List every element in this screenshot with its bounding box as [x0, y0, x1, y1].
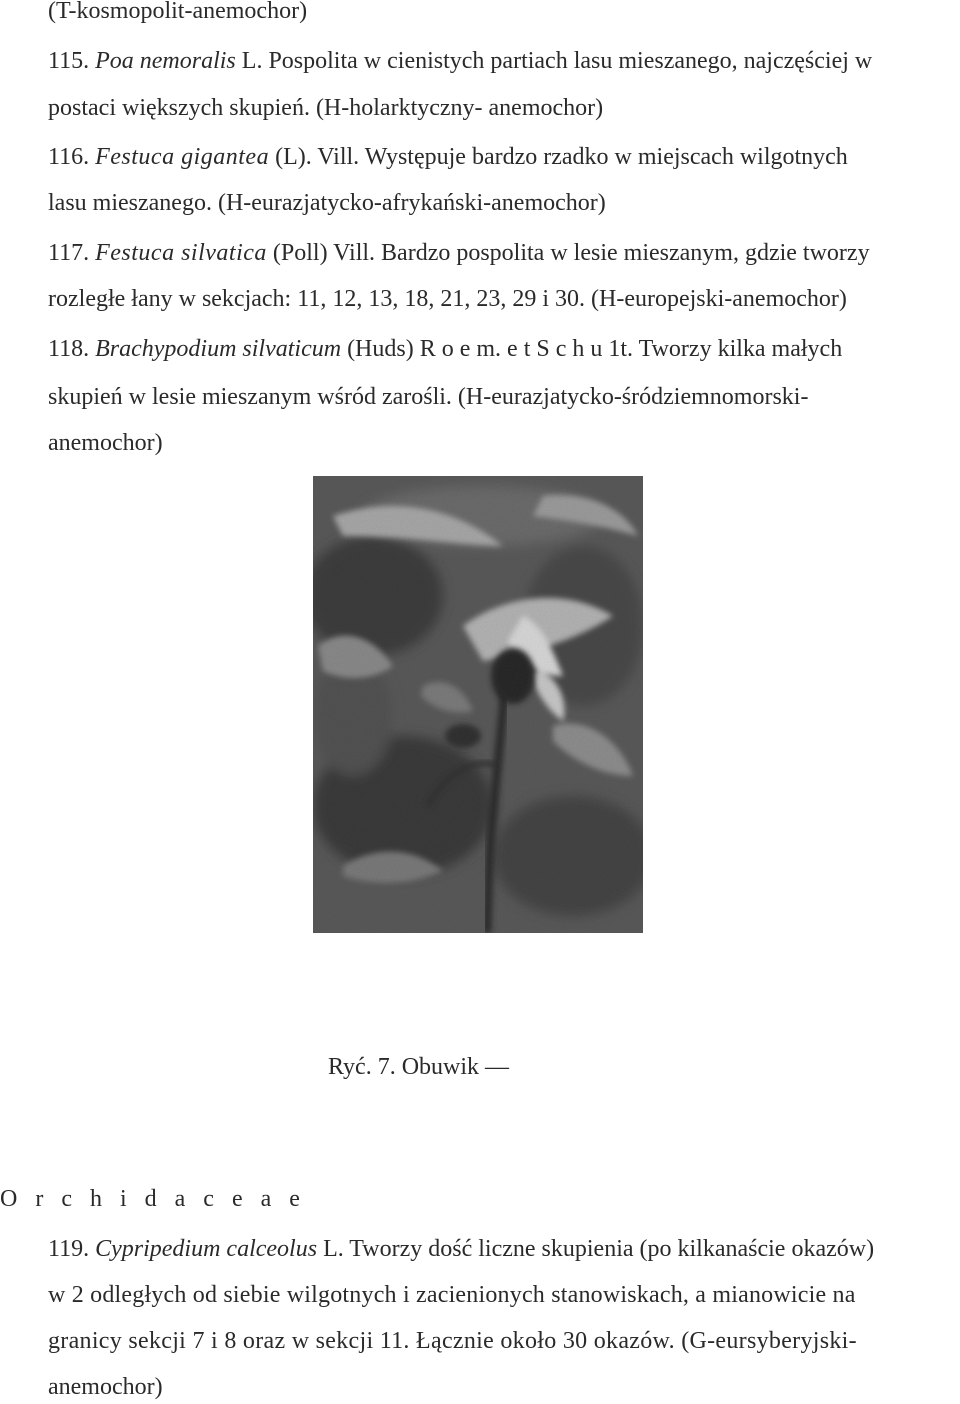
entry-number: 118.: [48, 336, 90, 362]
prev-entry-tail: (T-kosmopolit-anemochor): [48, 0, 308, 24]
entry-118-line-1: [48, 334, 842, 364]
entry-text: L. Pospolita w cienistych partiach lasu mieszanego, najczęściej w: [241, 48, 873, 74]
entry-116-line-2: lasu mieszanego. (H-eurazjatycko-afrykański-anemochor): [48, 190, 606, 216]
entry-number: 117.: [48, 240, 90, 266]
entry-119-line-1: [48, 1234, 874, 1264]
species-name: Cypripedium calceolus: [95, 1236, 318, 1262]
figure-caption: Ryć. 7. Obuwik —: [328, 1054, 510, 1080]
entry-text: (Poll) Vill. Bardzo pospolita w lesie mieszanym, gdzie tworzy: [272, 240, 870, 266]
entry-text: (L). Vill. Występuje bardzo rzadko w miejscach wilgotnych: [275, 144, 848, 170]
family-heading: O r c h i d a c e a e: [0, 1186, 306, 1212]
entry-text: L. Tworzy dość liczne skupienia (po kilkanaście okazów): [323, 1236, 875, 1262]
entry-116-line-1: [48, 142, 848, 172]
species-name: Festuca silvatica: [95, 240, 267, 266]
entry-118-line-2: skupień w lesie mieszanym wśród zarośli. (H-eurazjatycko-śródziemnomorski-: [48, 384, 809, 410]
entry-number: 115.: [48, 48, 90, 74]
entry-number: 119.: [48, 1236, 90, 1262]
entry-number: 116.: [48, 144, 90, 170]
species-name: Festuca gigantea: [95, 144, 270, 170]
entry-118-line-3: anemochor): [48, 430, 163, 456]
entry-119-line-4: anemochor): [48, 1374, 163, 1400]
entry-119-line-3: granicy sekcji 7 i 8 oraz w sekcji 11. Łącznie około 30 okazów. (G-eursyberyjski-: [48, 1328, 857, 1354]
entry-117-line-1: [48, 238, 870, 268]
entry-115-line-1: [48, 46, 872, 76]
entry-115-line-2: postaci większych skupień. (H-holarktyczny- anemochor): [48, 95, 604, 121]
entry-text: (Huds) R o e m. e t S c h u 1t. Tworzy kilka małych: [347, 336, 843, 362]
figure-photo-obuwik: [313, 476, 643, 933]
species-name: Poa nemoralis: [95, 48, 236, 74]
entry-119-line-2: w 2 odległych od siebie wilgotnych i zacienionych stanowiskach, a mianowicie na: [48, 1282, 856, 1308]
entry-117-line-2: rozległe łany w sekcjach: 11, 12, 13, 18, 21, 23, 29 i 30. (H-europejski-anemochor): [48, 286, 847, 312]
species-name: Brachypodium silvaticum: [95, 336, 342, 362]
